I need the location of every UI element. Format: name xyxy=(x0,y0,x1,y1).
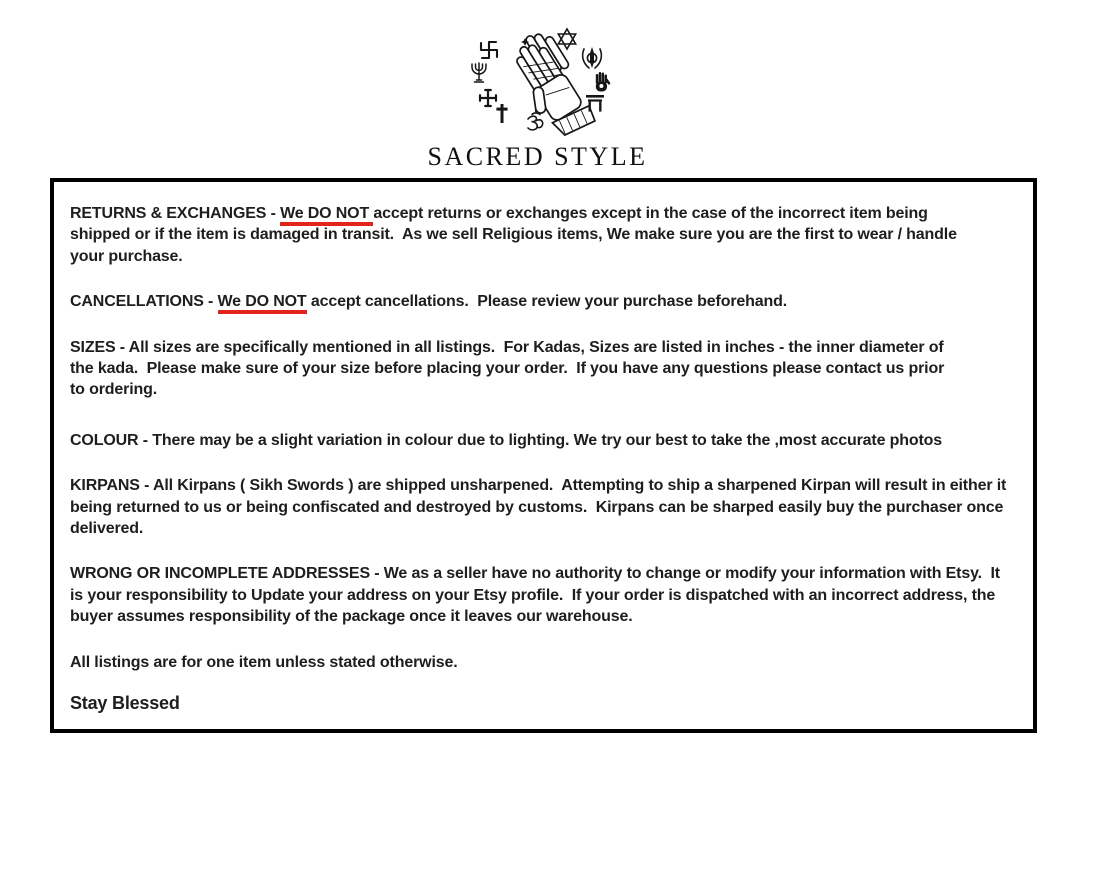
paragraph-heading: KIRPANS - xyxy=(70,477,153,495)
star-of-david-icon xyxy=(558,29,575,49)
closing-text: Stay Blessed xyxy=(70,693,180,714)
paragraph-heading: COLOUR - xyxy=(70,431,153,449)
cross-crosslet-icon xyxy=(480,90,496,106)
policy-paragraph-colour xyxy=(70,430,1015,451)
policy-paragraph-returns xyxy=(70,203,982,267)
jain-hand-icon xyxy=(596,72,611,92)
brand-logo xyxy=(415,22,660,172)
policy-box xyxy=(50,178,1037,733)
paragraph-text: accept cancellations. Please review your purchase beforehand. xyxy=(306,293,788,311)
policy-paragraph-addresses xyxy=(70,563,1015,627)
paragraph-text: There may be a slight variation in colour due to lighting. We try our best to take the ,most accurate photos xyxy=(152,431,943,449)
torii-gate-icon xyxy=(586,95,604,112)
policy-paragraph-sizes xyxy=(70,337,955,401)
paragraph-heading: SIZES - xyxy=(70,338,129,356)
emphasis-underlined: We DO NOT xyxy=(218,293,307,314)
policy-paragraph-one-item xyxy=(70,652,1015,673)
praying-hands-icon xyxy=(499,26,601,140)
menorah-icon xyxy=(472,63,486,82)
brand-wordmark: SACRED STYLE xyxy=(427,142,648,171)
paragraph-text: All sizes are specifically mentioned in all listings. For Kadas, Sizes are listed in inches - the inner diameter of the kada. Please make sure of your size before placing your order. If you have any questions please contact us prior to ordering. xyxy=(70,338,949,399)
paragraph-heading: WRONG OR INCOMPLETE ADDRESSES - xyxy=(70,565,384,583)
brand-logo-art xyxy=(415,22,660,140)
paragraph-heading: RETURNS & EXCHANGES - xyxy=(70,205,281,222)
paragraph-text: All listings are for one item unless stated otherwise. xyxy=(70,653,458,671)
emphasis-underlined: We DO NOT xyxy=(280,205,373,226)
policy-paragraph-cancellations xyxy=(70,291,1015,312)
latin-cross-icon xyxy=(496,104,507,123)
paragraph-text: We as a seller have no authority to change or modify your information with Etsy. It is your responsibility to Update your address on your Etsy profile. If your order is dispatched with an incorrect address, the buyer assumes responsibility of the package once it leaves our warehouse. xyxy=(70,565,1005,626)
paragraph-text: accept returns or exchanges except in the case of the incorrect item being shipped or if the item is damaged in transit. As we sell Religious items, We make sure you are the first to wear / handle your purchase. xyxy=(70,205,962,265)
policy-paragraph-kirpans xyxy=(70,475,1015,539)
khanda-icon xyxy=(583,47,602,68)
paragraph-heading: CANCELLATIONS - xyxy=(70,293,218,311)
paragraph-text: All Kirpans ( Sikh Swords ) are shipped unsharpened. Attempting to ship a sharpened Kirpan will result in either it being returned to us or being confiscated and destroyed by customs. Kirpans can be sharped easily buy the purchaser once delivered. xyxy=(70,477,1011,538)
swastika-icon xyxy=(481,42,497,58)
